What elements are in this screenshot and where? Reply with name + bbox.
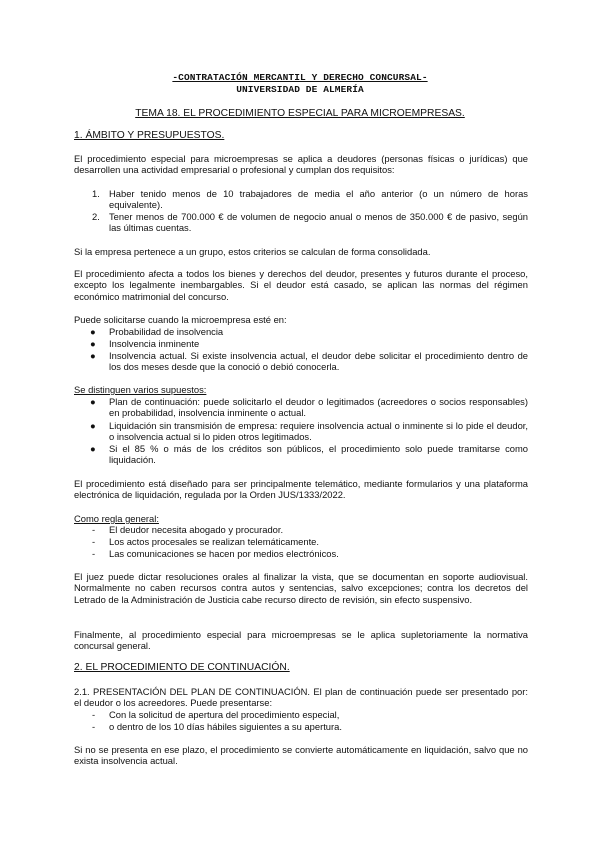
list-item: Insolvencia inminente (109, 338, 200, 349)
bullet: ● (90, 443, 96, 454)
paragraph: El juez puede dictar resoluciones orales al finalizar la vista, que se documentan en soporte audiovisual. Normalmente no caben recursos contra autos y sentencias, salvo excepciones; contra los decretos del Letrado de la Administración de Justicia cabe recurso directo de revisión, sin efecto suspensivo. (74, 571, 528, 605)
section-heading-2: 2. EL PROCEDIMIENTO DE CONTINUACIÓN. (74, 662, 290, 673)
bullet: ● (90, 420, 96, 431)
section-heading-1: 1. ÁMBITO Y PRESUPUESTOS. (74, 130, 225, 141)
subheading: Como regla general: (74, 513, 159, 524)
list-item: Tener menos de 700.000 € de volumen de negocio anual o menos de 350.000 € de pasivo, según las últimas cuentas. (109, 211, 528, 234)
paragraph: El procedimiento especial para microempresas se aplica a deudores (personas físicas o jurídicas) que desarrollen una actividad empresarial o profesional y cumplan dos requisitos: (74, 153, 528, 176)
list-item: El deudor necesita abogado y procurador. (109, 524, 284, 535)
bullet: ● (90, 350, 96, 361)
list-item: Liquidación sin transmisión de empresa: requiere insolvencia actual o inminente si lo pide el deudor, o insolvencia actual si lo piden otros legitimados. (109, 420, 528, 443)
university-header: UNIVERSIDAD DE ALMERÍA (236, 84, 364, 95)
list-item: Las comunicaciones se hacen por medios electrónicos. (109, 548, 339, 559)
list-number: 2. (92, 211, 100, 222)
list-item: o dentro de los 10 días hábiles siguientes a su apertura. (109, 721, 342, 732)
paragraph: Finalmente, al procedimiento especial para microempresas se le aplica supletoriamente la normativa concursal general. (74, 629, 528, 652)
list-item: Probabilidad de insolvencia (109, 326, 224, 337)
page-title: TEMA 18. EL PROCEDIMIENTO ESPECIAL PARA MICROEMPRESAS. (135, 108, 465, 119)
paragraph: Puede solicitarse cuando la microempresa esté en: (74, 314, 287, 325)
bullet: ● (90, 338, 96, 349)
bullet: ● (90, 326, 96, 337)
dash: - (92, 548, 96, 559)
list-number: 1. (92, 188, 100, 199)
paragraph: Si la empresa pertenece a un grupo, estos criterios se calculan de forma consolidada. (74, 246, 431, 257)
dash: - (92, 721, 96, 732)
dash: - (92, 536, 96, 547)
list-item: Haber tenido menos de 10 trabajadores de media el año anterior (o un número de horas equivalente). (109, 188, 528, 211)
bullet: ● (90, 396, 96, 407)
list-item: Plan de continuación: puede solicitarlo el deudor o legitimados (acreedores o socios responsables) en probabilidad, insolvencia inminente o actual. (109, 396, 528, 419)
subheading: Se distinguen varios supuestos: (74, 384, 207, 395)
paragraph: El procedimiento está diseñado para ser principalmente telemático, mediante formularios y una plataforma electrónica de liquidación, regulada por la Orden JUS/1333/2022. (74, 478, 528, 501)
course-header: -CONTRATACIÓN MERCANTIL Y DERECHO CONCURSAL- (172, 72, 428, 83)
paragraph: Si no se presenta en ese plazo, el procedimiento se convierte automáticamente en liquidación, salvo que no exista insolvencia actual. (74, 744, 528, 767)
paragraph: 2.1. PRESENTACIÓN DEL PLAN DE CONTINUACIÓN. El plan de continuación puede ser presentado por: el deudor o los acreedores. Puede presentarse: (74, 686, 528, 709)
dash: - (92, 524, 96, 535)
paragraph: El procedimiento afecta a todos los bienes y derechos del deudor, presentes y futuros durante el proceso, excepto los legalmente inembargables. Si el deudor está casado, se aplican las normas del régimen económico matrimonial del concurso. (74, 268, 528, 302)
list-item: Los actos procesales se realizan telemáticamente. (109, 536, 320, 547)
dash: - (92, 709, 96, 720)
list-item: Si el 85 % o más de los créditos son públicos, el procedimiento solo puede tramitarse como liquidación. (109, 443, 528, 466)
list-item: Con la solicitud de apertura del procedimiento especial, (109, 709, 340, 720)
list-item: Insolvencia actual. Si existe insolvencia actual, el deudor debe solicitar el procedimiento dentro de los dos meses desde que la conoció o debió conocerla. (109, 350, 528, 373)
